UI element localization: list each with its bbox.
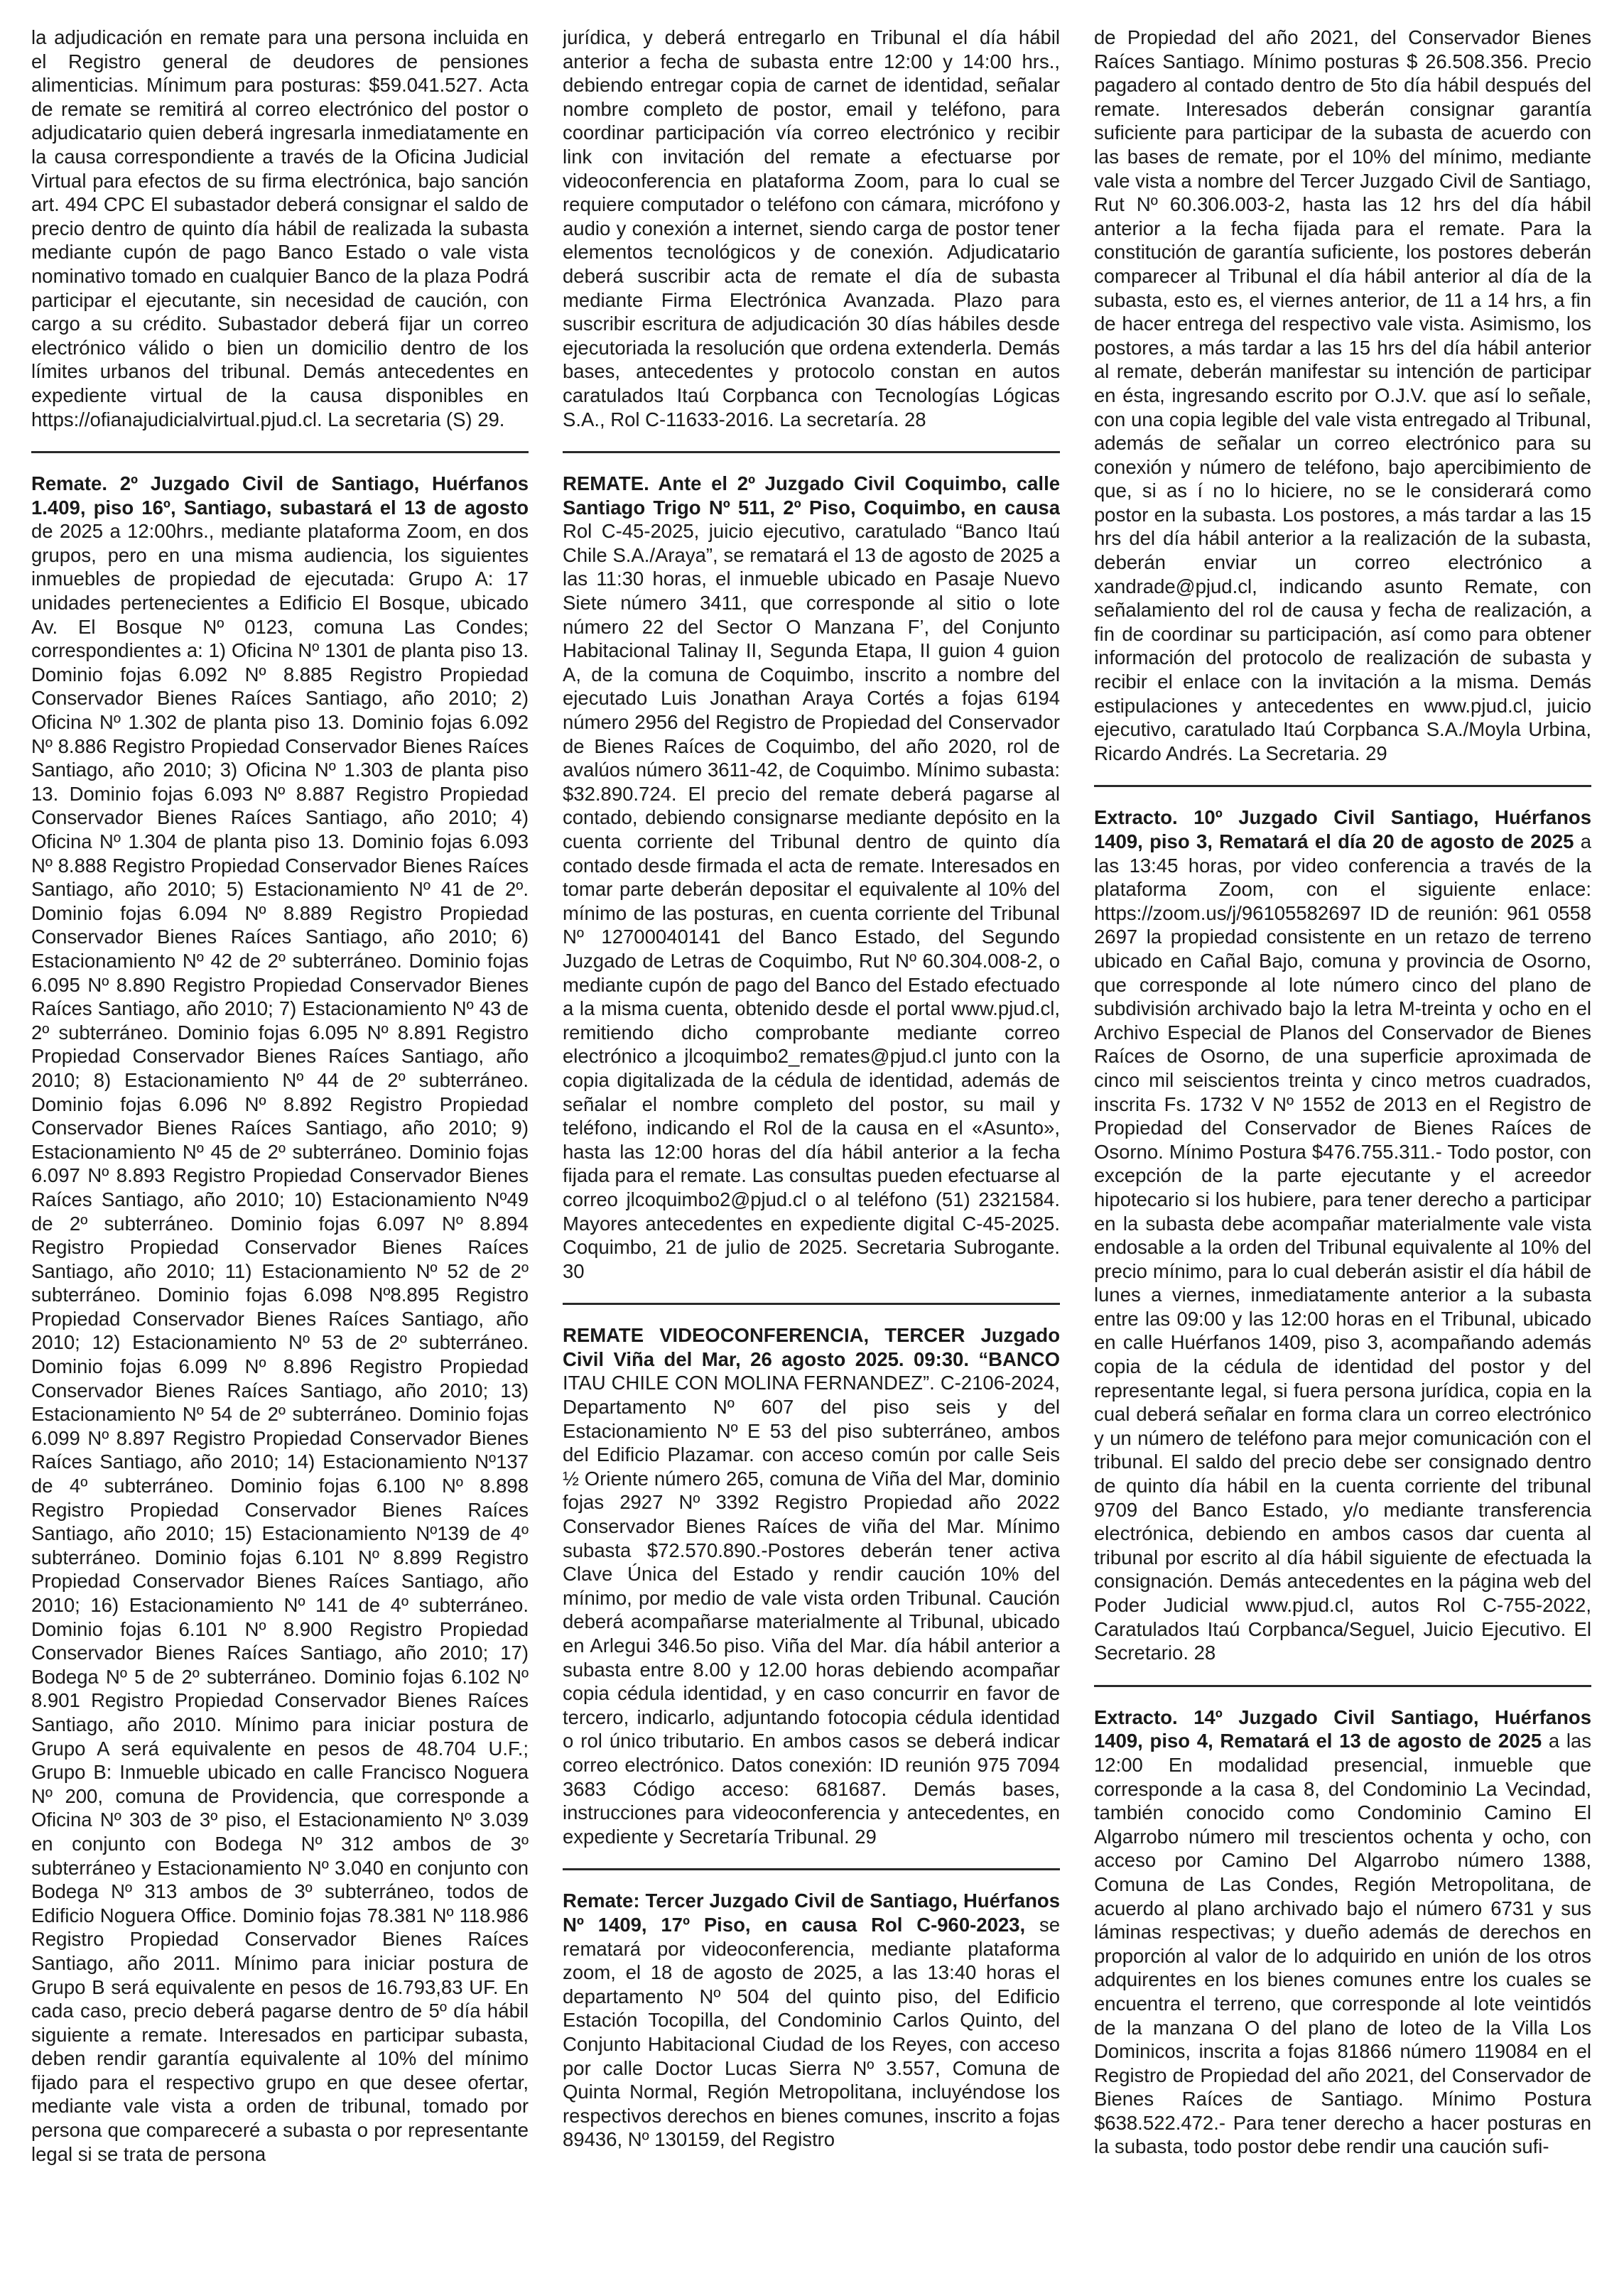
notice-remate-tercer-juzgado-santiago [563,1889,1060,2152]
notice-heading: Extracto. 10º Juzgado Civil Santiago, Huérfanos 1409, piso 3, Rematará el día 20 de agosto de 2025 [1094,806,1591,852]
notice-body: jurídica, y deberá entregarlo en Tribunal el día hábil anterior a fecha de subasta entre 12:00 y 14:00 hrs., debiendo entregar copia de carnet de identidad, señalar nombre completo de postor, email y teléfono, para coordinar participación vía correo electrónico y recibir link con invitación del remate a efectuarse por videoconferencia en plataforma Zoom, para lo cual se requiere computador o teléfono con cámara, micrófono y audio y conexión a internet, siendo carga de postor tener elementos tecnológicos y de conexión. Adjudicatario deberá suscribir acta de remate el día de subasta mediante Firma Electrónica Avanzada. Plazo para suscribir escritura de adjudicación 30 días hábiles desde ejecutoriada la resolución que ordena extenderla. Demás bases, antecedentes y protocolo constan en autos caratulados Itaú Corpbanca con Tecnologías Lógicas S.A., Rol C-11633-2016. La secretaría. 28 [563,26,1060,430]
separator-rule [1094,785,1591,787]
column-3 [1094,26,1591,2277]
notice-body: la adjudicación en remate para una persona incluida en el Registro general de deudores de pensiones alimenticias. Mínimum para posturas: $59.041.527. Acta de remate se remitirá al correo electrónico del postor o adjudicatario quien deberá ingresarla inmediatamente en la causa correspondiente a través de la Oficina Judicial Virtual para efectos de su firma electrónica, bajo sanción art. 494 CPC El subastador deberá consignar el saldo de precio dentro de quinto día hábil de realizada la subasta mediante cupón de pago Banco Estado o vale vista nominativo tomado en cualquier Banco de la plaza Podrá participar el ejecutante, sin necesidad de caución, con cargo a su crédito. Subastador deberá fijar un correo electrónico válido o bien un domicilio dentro de los límites urbanos del tribunal. Demás antecedentes en expediente virtual de la causa disponibles en https://ofianajudicialvirtual.pjud.cl. La secretaria (S) 29. [31,26,529,430]
newspaper-page [31,26,1591,2277]
notice-body: Rol C-45-2025, juicio ejecutivo, caratulado “Banco Itaú Chile S.A./Araya”, se rematará el 13 de agosto de 2025 a las 11:30 horas, el inmueble ubicado en Pasaje Nuevo Siete número 3411, que corresponde al sitio o lote número 22 del Sector O Manzana F’, del Conjunto Habitacional Talinay II, Segunda Etapa, II guion 4 guion A, de la comuna de Coquimbo, inscrito a nombre del ejecutado Luis Jonathan Araya Cortés a fojas 6194 número 2956 del Registro de Propiedad del Conservador de Bienes Raíces de Coquimbo, del año 2020, rol de avalúos número 3611-42, de Coquimbo. Mínimo subasta: $32.890.724. El precio del remate deberá pagarse al contado, debiendo consignarse mediante depósito en la cuenta corriente del Tribunal dentro de quinto día contado desde firmada el acta de remate. Interesados en tomar parte deberán depositar el equivalente al 10% del mínimo de las posturas, en cuenta corriente del Tribunal Nº 12700040141 del Banco Estado, del Segundo Juzgado de Letras de Coquimbo, Rut Nº 60.304.008-2, o mediante cupón de pago del Banco del Estado efectuado a la misma cuenta, obtenido desde el portal www.pjud.cl, remitiendo dicho comprobante mediante correo electrónico a jlcoquimbo2_remates@pjud.cl junto con la copia digitalizada de la cédula de identidad, además de señalar el nombre completo del postor, su mail y teléfono, indicando el Rol de la causa en el «Asunto», hasta las 12:00 horas del día hábil anterior a la fecha fijada para el remate. Las consultas pueden efectuarse al correo jlcoquimbo2@pjud.cl o al teléfono (51) 2321584. Mayores antecedentes en expediente digital C-45-2025. Coquimbo, 21 de julio de 2025. Secretaria Subrogante. 30 [563,520,1060,1282]
notice-remate-coquimbo [563,472,1060,1283]
notice-remate-2-juzgado-santiago [31,472,529,2166]
column-2 [563,26,1060,2277]
notice-body: se rematará por videoconferencia, mediante plataforma zoom, el 18 de agosto de 2025, a las 13:40 horas el departamento Nº 504 del quinto piso, del Edificio Estación Tocopilla, del Condominio Carlos Quinto, del Conjunto Habitacional Ciudad de los Reyes, con acceso por calle Doctor Lucas Sierra Nº 3.557, Comuna de Quinta Normal, Región Metropolitana, incluyéndose los respectivos derechos en bienes comunes, inscrito a fojas 89436, Nº 130159, del Registro [563,1913,1060,2151]
notice-continuation [31,26,529,431]
notice-heading: Remate. 2º Juzgado Civil de Santiago, Huérfanos 1.409, piso 16º, Santiago, subastará el 13 de agosto [31,472,529,519]
notice-body: ITAU CHILE CON MOLINA FERNANDEZ”. C-2106-2024, Departamento Nº 607 del piso seis y del Estacionamiento Nº E 53 del piso subterráneo, ambos del Edificio Plazamar. con acceso común por calle Seis ½ Oriente número 265, comuna de Viña del Mar, dominio fojas 2927 Nº 3392 Registro Propiedad año 2022 Conservador Bienes Raíces de viña del Mar. Mínimo subasta $72.570.890.-Postores deberán tener activa Clave Única del Estado y rendir caución 10% del mínimo, por medio de vale vista orden Tribunal. Caución deberá acompañarse materialmente al Tribunal, ubicado en Arlegui 346.5o piso. Viña del Mar. día hábil anterior a subasta entre 8.00 y 12.00 horas debiendo acompañar copia cédula identidad, y en caso concurrir en favor de tercero, indicarlo, adjuntando fotocopia cédula identidad o rol único tributario. En ambos casos se deberá indicar correo electrónico. Datos conexión: ID reunión 975 7094 3683 Código acceso: 681687. Demás bases, instrucciones para videoconferencia y antecedentes, en expediente y Secretaría Tribunal. 29 [563,1372,1060,1848]
separator-rule [563,1868,1060,1870]
notice-heading: Remate: Tercer Juzgado Civil de Santiago, Huérfanos Nº 1409, 17º Piso, en causa Rol C-960-2023, [563,1890,1060,1936]
notice-continuation [563,26,1060,431]
notice-continuation [1094,26,1591,765]
column-1 [31,26,529,2277]
notice-body: a las 12:00 En modalidad presencial, inmueble que corresponde a la casa 8, del Condominio La Vecindad, también conocido como Condominio Camino El Algarrobo número mil trescientos ochenta y ocho, con acceso por Camino Del Algarrobo número 1388, Comuna de Las Condes, Región Metropolitana, de acuerdo al plano archivado bajo el número 6731 y sus láminas respectivas; y dueño además de derechos en proporción al valor de lo adquirido en unión de los otros adquirentes en los bienes comunes entre los cuales se encuentra el terreno, que corresponde al lote veintidós de la manzana O del plano de loteo de la Villa Los Dominicos, inscrita a fojas 81866 número 119084 en el Registro de Propiedad del año 2021, del Conservador de Bienes Raíces de Santiago. Mínimo Postura $638.522.472.- Para tener derecho a hacer posturas en la subasta, todo postor debe rendir una caución sufi- [1094,1730,1591,2158]
notice-remate-vina-del-mar [563,1323,1060,1848]
notice-body: de 2025 a 12:00hrs., mediante plataforma Zoom, en dos grupos, pero en una misma audiencia, los siguientes inmuebles de propiedad de ejecutada: Grupo A: 17 unidades pertenecientes a Edificio El Bosque, ubicado Av. El Bosque Nº 0123, comuna Las Condes; correspondientes a: 1) Oficina Nº 1301 de planta piso 13. Dominio fojas 6.092 Nº 8.885 Registro Propiedad Conservador Bienes Raíces Santiago, año 2010; 2) Oficina Nº 1.302 de planta piso 13. Dominio fojas 6.092 Nº 8.886 Registro Propiedad Conservador Bienes Raíces Santiago, año 2010; 3) Oficina Nº 1.303 de planta piso 13. Dominio fojas 6.093 Nº 8.887 Registro Propiedad Conservador Bienes Raíces Santiago, año 2010; 4) Oficina Nº 1.304 de planta piso 13. Dominio fojas 6.093 Nº 8.888 Registro Propiedad Conservador Bienes Raíces Santiago, año 2010; 5) Estacionamiento Nº 41 de 2º. Dominio fojas 6.094 Nº 8.889 Registro Propiedad Conservador Bienes Raíces Santiago, año 2010; 6) Estacionamiento Nº 42 de 2º subterráneo. Dominio fojas 6.095 Nº 8.890 Registro Propiedad Conservador Bienes Raíces Santiago, año 2010; 7) Estacionamiento Nº 43 de 2º subterráneo. Dominio fojas 6.095 Nº 8.891 Registro Propiedad Conservador Bienes Raíces Santiago, año 2010; 8) Estacionamiento Nº 44 de 2º subterráneo. Dominio fojas 6.096 Nº 8.892 Registro Propiedad Conservador Bienes Raíces Santiago, año 2010; 9) Estacionamiento Nº 45 de 2º subterráneo. Dominio fojas 6.097 Nº 8.893 Registro Propiedad Conservador Bienes Raíces Santiago, año 2010; 10) Estacionamiento Nº49 de 2º subterráneo. Dominio fojas 6.097 Nº 8.894 Registro Propiedad Conservador Bienes Raíces Santiago, año 2010; 11) Estacionamiento Nº 52 de 2º subterráneo. Dominio fojas 6.098 Nº8.895 Registro Propiedad Conservador Bienes Raíces Santiago, año 2010; 12) Estacionamiento Nº 53 de 2º subterráneo. Dominio fojas 6.099 Nº 8.896 Registro Propiedad Conservador Bienes Raíces Santiago, año 2010; 13) Estacionamiento Nº 54 de 2º subterráneo. Dominio fojas 6.099 Nº 8.897 Registro Propiedad Conservador Bienes Raíces Santiago, año 2010; 14) Estacionamiento Nº137 de 4º subterráneo. Dominio fojas 6.100 Nº 8.898 Registro Propiedad Conservador Bienes Raíces Santiago, año 2010; 15) Estacionamiento Nº139 de 4º subterráneo. Dominio fojas 6.101 Nº 8.899 Registro Propiedad Conservador Bienes Raíces Santiago, año 2010; 16) Estacionamiento Nº 141 de 4º subterráneo. Dominio fojas 6.101 Nº 8.900 Registro Propiedad Conservador Bienes Raíces Santiago, año 2010; 17) Bodega Nº 5 de 2º subterráneo. Dominio fojas 6.102 Nº 8.901 Registro Propiedad Conservador Bienes Raíces Santiago, año 2010. Mínimo para iniciar postura de Grupo A será equivalente en pesos de 48.704 U.F.; Grupo B: Inmueble ubicado en calle Francisco Noguera Nº 200, comuna de Providencia, que corresponde a Oficina Nº 303 de 3º piso, el Estacionamiento Nº 3.039 en conjunto con Bodega Nº 312 ambos de 3º subterráneo y Estacionamiento Nº 3.040 en conjunto con Bodega Nº 313 ambos de 3º subterráneo, todos de Edificio Noguera Office. Dominio fojas 78.381 Nº 118.986 Registro Propiedad Conservador Bienes Raíces Santiago, año 2011. Mínimo para iniciar postura de Grupo B será equivalente en pesos de 16.793,83 UF. En cada caso, precio deberá pagarse dentro de 5º día hábil siguiente a remate. Interesados en participar subasta, deben rendir garantía equivalente al 10% del mínimo fijado para el respectivo grupo en que desee ofertar, mediante vale vista a orden de tribunal, tomado por persona que compareceré a subasta o por representante legal si se trata de persona [31,520,529,2165]
notice-body: de Propiedad del año 2021, del Conservador Bienes Raíces Santiago. Mínimo posturas $ 26.508.356. Precio pagadero al contado dentro de 5to día hábil después del remate. Interesados deberán consignar garantía suficiente para participar de la subasta de acuerdo con las bases de remate, por el 10% del mínimo, mediante vale vista a nombre del Tercer Juzgado Civil de Santiago, Rut Nº 60.306.003-2, hasta las 12 hrs del día hábil anterior a la fecha fijada para el remate. Para la constitución de garantía suficiente, los postores deberán comparecer al Tribunal el día hábil anterior al día de la subasta, esto es, el viernes anterior, de 11 a 14 hrs, a fin de hacer entrega del respectivo vale vista. Asimismo, los postores, a más tardar a las 15 hrs del día hábil anterior al remate, deberán manifestar su intención de participar en ésta, ingresando escrito por O.J.V. que así lo señale, con una copia legible del vale vista entregado al Tribunal, además de señalar un correo electrónico para su conexión y número de teléfono, bajo apercibimiento de que, si as í no lo hiciere, no se le considerará como postor en la subasta. Los postores, a más tardar a las 15 hrs del día hábil anterior a la realización de la subasta, deberán enviar un correo electrónico a xandrade@pjud.cl, indicando asunto Remate, con señalamiento del rol de causa y fecha de realización, a fin de coordinar su participación, así como para obtener información del protocolo de realización de subasta y recibir el enlace con la invitación a la misma. Demás estipulaciones y antecedentes en www.pjud.cl, juicio ejecutivo, caratulado Itaú Corpbanca S.A./Moyla Urbina, Ricardo Andrés. La Secretaria. 29 [1094,26,1591,764]
separator-rule [31,451,529,453]
separator-rule [563,451,1060,453]
notice-extracto-10-juzgado [1094,806,1591,1664]
notice-heading: REMATE. Ante el 2º Juzgado Civil Coquimbo, calle Santiago Trigo Nº 511, 2º Piso, Coquimbo, en causa [563,472,1060,519]
notice-heading: REMATE VIDEOCONFERENCIA, TERCER Juzgado Civil Viña del Mar, 26 agosto 2025. 09:30. “BANCO [563,1324,1060,1370]
notice-heading: Extracto. 14º Juzgado Civil Santiago, Huérfanos 1409, piso 4, Rematará el 13 de agosto de 2025 [1094,1706,1591,1752]
notice-extracto-14-juzgado [1094,1706,1591,2159]
separator-rule [1094,1685,1591,1687]
separator-rule [563,1303,1060,1305]
notice-body: a las 13:45 horas, por video conferencia a través de la plataforma Zoom, con el siguiente enlace: https://zoom.us/j/96105582697 ID de reunión: 961 0558 2697 la propiedad consistente en un retazo de terreno ubicado en Cañal Bajo, comuna y provincia de Osorno, que corresponde al lote número cinco del plano de subdivisión archivado bajo la letra M-treinta y ocho en el Archivo Especial de Planos del Conservador de Bienes Raíces de Osorno, de una superficie aproximada de cinco mil seiscientos treinta y cinco metros cuadrados, inscrita Fs. 1732 V Nº 1552 de 2013 en el Registro de Propiedad del Conservador de Bienes Raíces de Osorno. Mínimo Postura $476.755.311.- Todo postor, con excepción de la parte ejecutante y el acreedor hipotecario si los hubiere, para tener derecho a participar en la subasta debe acompañar materialmente vale vista endosable a la orden del Tribunal equivalente al 10% del precio mínimo, para lo cual deberán asistir el día hábil de lunes a viernes, inmediatamente anterior a la subasta entre las 09:00 y las 12:00 horas en el Tribunal, ubicado en calle Huérfanos 1409, piso 3, acompañando además copia de la cédula de identidad del postor y del representante legal, si fuera persona jurídica, copia en la cual deberá señalar en forma clara un correo electrónico y un número de teléfono para mejor comunicación con el tribunal. El saldo del precio debe ser consignado dentro de quinto día hábil en la cuenta corriente del tribunal 9709 del Banco Estado, y/o mediante transferencia electrónica, debiendo en ambos casos dar cuenta al tribunal por escrito al día hábil siguiente de efectuada la consignación. Demás antecedentes en la página web del Poder Judicial www.pjud.cl, autos Rol C-755-2022, Caratulados Itaú Corpbanca/Seguel, Juicio Ejecutivo. El Secretario. 28 [1094,830,1591,1664]
